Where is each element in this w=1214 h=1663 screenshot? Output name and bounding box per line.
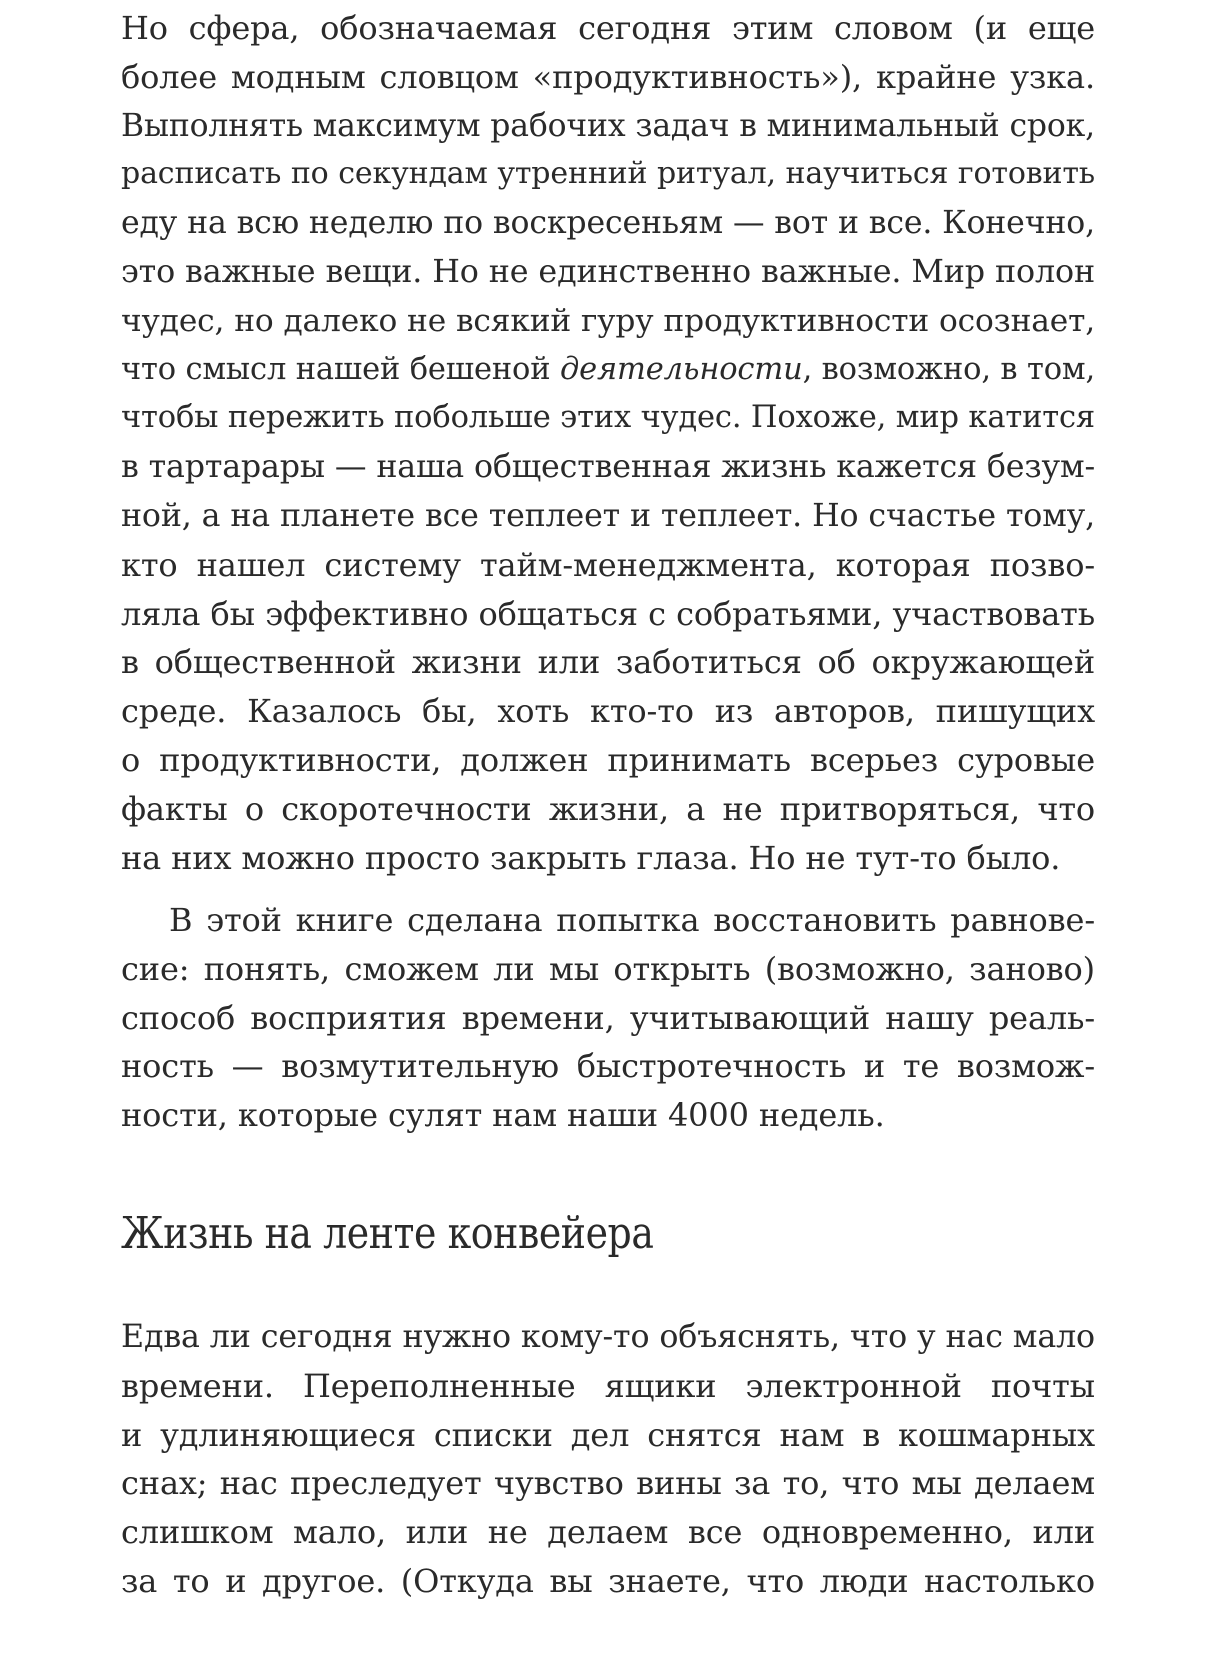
text-line: снах; нас преследует чувство вины за то, что мы делаем [121, 1464, 1095, 1503]
text-line: более модным словцом «продуктивность»), крайне узка. [121, 57, 1095, 96]
text-line: времени. Переполненные ящики электронной почты [121, 1366, 1095, 1405]
paragraph-productivity [121, 0, 1095, 882]
text-line: среде. Казалось бы, хоть кто-то из авторов, пишущих [121, 692, 1095, 731]
paragraph-book-intent [121, 896, 1095, 1140]
text-line: ность — возмутительную быстротечность и те возмож- [121, 1047, 1095, 1086]
text-line: слишком мало, или не делаем все одновременно, или [121, 1513, 1095, 1552]
italic-emphasis: деятельности [559, 351, 803, 387]
text-line: чтобы пережить побольше этих чудес. Похоже, мир катится [121, 400, 1096, 436]
text-line: в общественной жизни или заботиться об окружающей [121, 643, 1095, 682]
paragraph-body [121, 896, 1095, 1140]
text-line: на них можно просто закрыть глаза. Но не тут-то было. [121, 838, 1061, 877]
text-line: расписать по секундам утренний ритуал, научиться готовить [121, 156, 1095, 192]
text-line: Выполнять максимум рабочих задач в минимальный срок, [121, 107, 1095, 144]
text-line: чудес, но далеко не всякий гуру продуктивности осознает, [121, 302, 1095, 339]
paragraph-body [121, 1313, 1095, 1606]
text-line: ности, которые сулят нам наши 4000 недель. [121, 1096, 885, 1135]
text-line: за то и другое. (Откуда вы знаете, что люди настолько [121, 1561, 1095, 1600]
text-line-with-italic: что смысл нашей бешеной деятельности, возможно, в том, [121, 351, 1095, 387]
text-line: Но сфера, обозначаемая сегодня этим словом (и еще [121, 9, 1095, 47]
text-line: в тартарары — наша общественная жизнь кажется безум- [121, 449, 1095, 486]
text-line: кто нашел систему тайм-менеджмента, которая позво- [121, 545, 1095, 584]
text-line: способ восприятия времени, учитывающий нашу реаль- [121, 998, 1095, 1037]
text-line: это важные вещи. Но не единственно важные. Мир полон [121, 253, 1095, 290]
text-line: сие: понять, сможем ли мы открыть (возможно, заново) [121, 949, 1095, 988]
section-heading: Жизнь на ленте конвейера [121, 1208, 654, 1259]
text-line: В этой книге сделана попытка восстановить равнове- [169, 901, 1095, 939]
text-line: еду на всю неделю по воскресеньям — вот и все. Конечно, [121, 205, 1095, 242]
text-line: Едва ли сегодня нужно кому-то объяснять, что у нас мало [121, 1319, 1095, 1355]
paragraph-body [121, 4, 1095, 882]
text-line: и удлиняющиеся списки дел снятся нам в кошмарных [121, 1415, 1095, 1454]
text-line: факты о скоротечности жизни, а не притворяться, что [121, 789, 1095, 828]
text-line: ной, а на планете все теплеет и теплеет. Но счастье тому, [121, 497, 1095, 534]
text-line: ляла бы эффективно общаться с собратьями, участвовать [121, 594, 1095, 633]
text-line: о продуктивности, должен принимать всерьез суровые [121, 740, 1095, 779]
paragraph-conveyor [121, 1313, 1095, 1606]
